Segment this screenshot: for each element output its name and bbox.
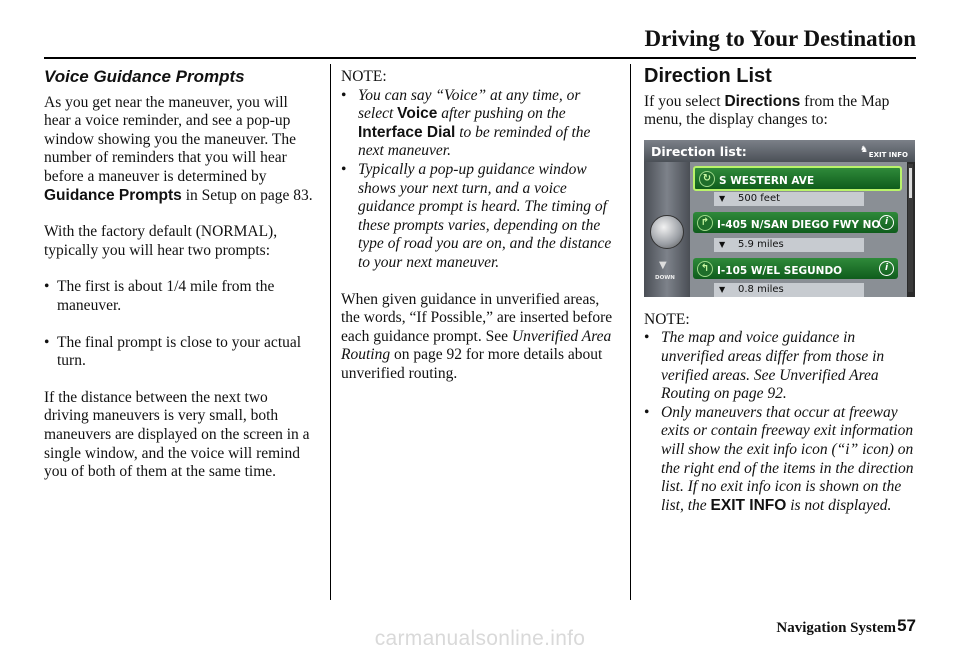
note-heading: NOTE: (341, 68, 387, 85)
list-item-text: The first is about 1/4 mile from the maneuver. (57, 278, 275, 314)
direction-list-screenshot (644, 140, 915, 297)
down-triangle-icon: ▼ (719, 284, 726, 294)
interface-dial-icon[interactable] (650, 215, 684, 249)
list-item: • Only maneuvers that occur at freeway exits or contain freeway exit information will show the exit info icon (“i” icon) on the right end of the items in the direction list. If no exit info icon is shown on the list, the EXIT INFO is not displayed. (644, 403, 914, 514)
down-triangle-icon: ▼ (719, 193, 726, 203)
column-voice-guidance (44, 68, 316, 500)
voice-guidance-paragraph-2: With the factory default (NORMAL), typically you will hear two prompts: (44, 223, 278, 259)
voice-term: Voice (397, 105, 438, 123)
direction-list-paragraph (644, 93, 916, 130)
footer-section-name: Navigation System (776, 620, 896, 636)
list-item-text: I-105 W/EL SEGUNDO (717, 264, 843, 277)
person-icon: ♞ (860, 144, 869, 155)
list-item-text: Typically a pop-up guidance window shows your next turn, and a voice guidance prompt is heard. The timing of these prompts varies, depending on the type of road you are on, and the distance to your next maneuver. (358, 160, 612, 271)
list-item-text: S WESTERN AVE (719, 174, 815, 187)
list-item: • The first is about 1/4 mile from the maneuver. (44, 278, 275, 314)
distance-text: 500 feet (738, 192, 781, 204)
text-span: from the Map menu, the display changes to: (644, 92, 890, 129)
title-rule (44, 57, 916, 59)
note-block (341, 68, 618, 273)
distance-row (714, 192, 864, 206)
keep-left-icon: ↰ (697, 261, 713, 277)
unverified-areas-paragraph (341, 291, 618, 384)
list-item-text: The map and voice guidance in unverified areas differ from those in verified areas. See Unverified Area Routing on page 92. (661, 329, 885, 403)
list-item[interactable] (693, 212, 898, 233)
text-span: When given guidance in unverified areas, the words, “If Possible,” are inserted before each guidance prompt. See (341, 290, 613, 345)
column-notes (341, 68, 618, 402)
text-span: Only maneuvers that occur at freeway exits or contain freeway exit information will show the exit info icon (“i” icon) on the right end of the items in the direction list. If no exit info icon is shown on the list, the (661, 403, 914, 514)
column-divider-2 (630, 64, 631, 600)
list-item: • Typically a pop-up guidance window shows your next turn, and a voice guidance prompt is heard. The timing of these prompts varies, depending on the type of road you are on, and the distance to your next maneuver. (341, 160, 612, 271)
info-icon[interactable]: i (879, 215, 894, 230)
list-item[interactable] (693, 166, 902, 191)
list-item-text: The final prompt is close to your actual turn. (57, 333, 302, 370)
down-triangle-icon: ▼ (719, 239, 726, 249)
column-direction-list (644, 65, 916, 515)
interface-dial-term: Interface Dial (358, 123, 456, 141)
screen-header (644, 140, 915, 162)
unverified-routing-reference: Unverified Area Routing (341, 327, 612, 364)
note-heading: NOTE: (644, 310, 690, 328)
column-divider-1 (330, 64, 331, 600)
distance-text: 5.9 miles (738, 238, 784, 250)
exit-info-term: EXIT INFO (710, 496, 787, 514)
prompt-list (44, 278, 316, 370)
text-span: in Setup on page 83. (181, 186, 313, 204)
text-span: after pushing on the (437, 105, 566, 123)
voice-guidance-heading: Voice Guidance Prompts (44, 67, 245, 86)
text-span: As you get near the maneuver, you will hear a voice reminder, and see a pop-up window showing you the maneuver. The number of reminders that you will hear before a maneuver is determined by (44, 93, 296, 185)
voice-guidance-paragraph-1 (44, 94, 316, 206)
screen-title: Direction list: (651, 143, 747, 159)
distance-row (714, 238, 864, 252)
scroll-thumb[interactable] (909, 168, 912, 198)
page-number: 57 (897, 616, 916, 635)
directions-term: Directions (724, 92, 801, 110)
list-item: • The final prompt is close to your actual turn. (44, 333, 302, 370)
circle-arrow-icon: ↻ (699, 171, 715, 187)
voice-guidance-paragraph-3: If the distance between the next two driving maneuvers is very small, both maneuvers are displayed on the screen in a single window, and the voice will remind you of both of them at the same time. (44, 388, 310, 481)
list-item: • You can say “Voice” at any time, or select Voice after pushing on the Interface Dial to be reminded of the next maneuver. (341, 86, 591, 160)
bear-right-icon: ↱ (697, 215, 713, 231)
watermark: carmanualsonline.info (374, 627, 586, 650)
side-panel (644, 162, 690, 297)
text-span: If you select (644, 92, 725, 110)
direction-list (690, 162, 907, 297)
text-span: to be reminded of the next maneuver. (358, 123, 591, 160)
distance-row (714, 283, 864, 297)
scrollbar[interactable] (908, 164, 913, 292)
list-item[interactable] (693, 258, 898, 279)
info-icon[interactable]: i (879, 261, 894, 276)
direction-list-heading: Direction List (644, 65, 772, 87)
down-label: DOWN (655, 274, 675, 281)
note-list (341, 87, 618, 273)
distance-text: 0.8 miles (738, 283, 784, 295)
list-item-text: I-405 N/SAN DIEGO FWY NO (717, 218, 881, 231)
text-span: You can say “Voice” at any time, or select (358, 86, 581, 123)
exit-info-button[interactable]: EXIT INFO (868, 150, 908, 159)
text-span: is not displayed. (786, 496, 892, 514)
guidance-prompts-term: Guidance Prompts (44, 186, 182, 204)
list-item: • The map and voice guidance in unverified areas differ from those in verified areas. See Unverified Area Routing on page 92. (644, 329, 885, 403)
note-list (644, 329, 916, 515)
down-arrow-icon[interactable]: ▼ (659, 259, 667, 271)
page-title: Driving to Your Destination (644, 26, 916, 51)
text-span: on page 92 for more details about unverified routing. (341, 346, 603, 382)
